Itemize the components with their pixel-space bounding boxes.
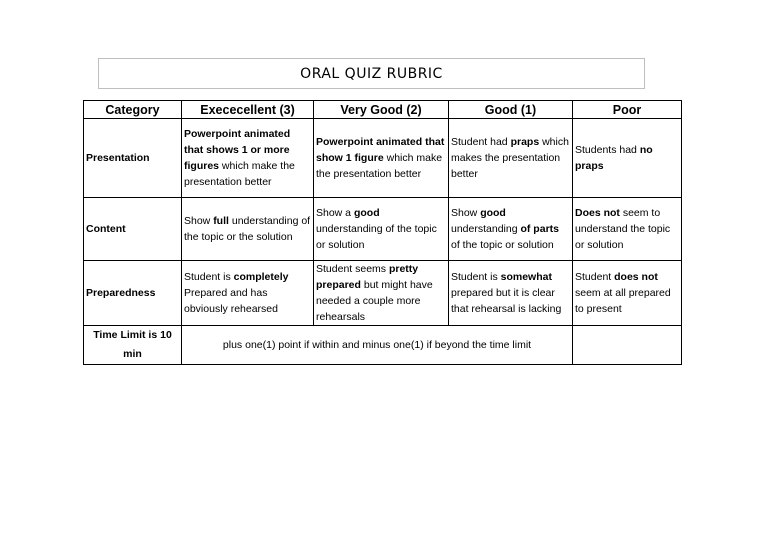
cell-time-limit-poor	[573, 326, 682, 365]
cell-preparedness-excellent	[182, 261, 314, 326]
cell-text-run: Students had	[575, 144, 640, 156]
cell-text-run: understanding of the topic or solution	[316, 223, 437, 251]
header-good: Good (1)	[449, 101, 573, 119]
cell-text-run: Student is	[451, 271, 501, 283]
header-category: Category	[84, 101, 182, 119]
cell-presentation-good	[449, 119, 573, 198]
cell-text-run: which makes the presentation better	[451, 136, 569, 180]
cell-text-run: Student is	[184, 271, 234, 283]
category-preparedness: Preparedness	[84, 261, 182, 326]
cell-text-run: but might have needed a couple more rehearsals	[316, 279, 433, 323]
cell-text-run: Student	[575, 271, 615, 283]
cell-text-run: seem at all prepared to present	[575, 287, 671, 315]
cell-text-run: understanding of the topic or the solution	[184, 215, 311, 243]
cell-text-run: which make the presentation better	[184, 160, 295, 188]
cell-text-run: of the topic or solution	[451, 239, 554, 251]
cell-text-run: which make the presentation better	[316, 152, 443, 180]
cell-content-good	[449, 198, 573, 261]
cell-text-run: good	[353, 207, 380, 219]
table-row	[84, 261, 682, 326]
rubric-title: ORAL QUIZ RUBRIC	[98, 58, 645, 89]
table-row	[84, 198, 682, 261]
cell-preparedness-very-good	[314, 261, 449, 326]
cell-text-run: Powerpoint animated that show 1 figure	[316, 136, 445, 164]
cell-text-run: does not	[614, 271, 658, 283]
cell-text-run: Prepared and has obviously rehearsed	[184, 287, 278, 315]
cell-content-very-good	[314, 198, 449, 261]
cell-text-run: good	[480, 207, 506, 219]
cell-text-run: full	[213, 215, 229, 227]
cell-preparedness-good	[449, 261, 573, 326]
header-row	[84, 101, 682, 119]
header-very-good: Very Good (2)	[314, 101, 449, 119]
cell-text-run: pretty prepared	[316, 263, 419, 291]
cell-text-run: Student had	[451, 136, 511, 148]
header-excellent: Exececellent (3)	[182, 101, 314, 119]
category-content: Content	[84, 198, 182, 261]
cell-text-run: praps	[510, 136, 540, 148]
category-presentation: Presentation	[84, 119, 182, 198]
table-row	[84, 326, 682, 365]
cell-text-run: of parts	[520, 223, 559, 235]
cell-presentation-poor	[573, 119, 682, 198]
cell-text-run: understanding	[451, 223, 521, 235]
cell-text-run: Does not	[575, 207, 620, 219]
table-row	[84, 119, 682, 198]
cell-content-poor	[573, 198, 682, 261]
cell-text-run: no praps	[575, 144, 653, 172]
cell-preparedness-poor	[573, 261, 682, 326]
time-limit-note: plus one(1) point if within and minus one(1) if beyond the time limit	[182, 326, 573, 365]
cell-presentation-excellent	[182, 119, 314, 198]
cell-text-run: Show	[184, 215, 214, 227]
cell-text-run: Student seems	[316, 263, 389, 275]
cell-text-run: Show a	[316, 207, 354, 219]
cell-content-excellent	[182, 198, 314, 261]
cell-text-run: somewhat	[500, 271, 552, 283]
category-time-limit: Time Limit is 10 min	[84, 326, 182, 365]
header-poor: Poor	[573, 101, 682, 119]
cell-presentation-very-good	[314, 119, 449, 198]
cell-text-run: Powerpoint animated that shows 1 or more figures	[184, 128, 291, 172]
rubric-table	[83, 100, 682, 365]
cell-text-run: Show	[451, 207, 481, 219]
cell-text-run: prepared but it is clear that rehearsal is lacking	[451, 287, 562, 315]
cell-text-run: completely	[233, 271, 289, 283]
cell-text-run: seem to understand the topic or solution	[575, 207, 671, 251]
